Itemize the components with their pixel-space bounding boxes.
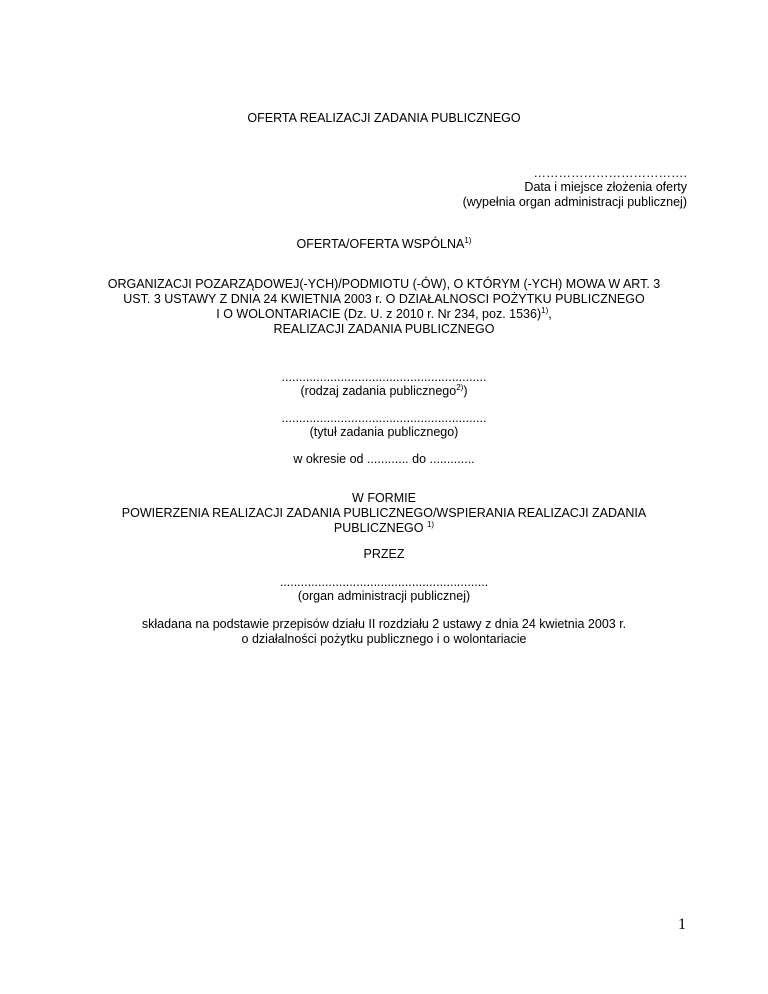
task-title-dots: ........................................................... bbox=[281, 411, 487, 425]
date-place-note: (wypełnia organ administracji publicznej) bbox=[462, 195, 687, 209]
authority-dots: ............................................................ bbox=[279, 575, 489, 589]
legal-basis-line-2: o działalności pożytku publicznego i o wolontariacie bbox=[241, 632, 527, 646]
organization-line-3-text: I O WOLONTARIACIE (Dz. U. z 2010 r. Nr 234, poz. 1536) bbox=[216, 307, 542, 321]
task-title-label: (tytuł zadania publicznego) bbox=[309, 425, 459, 439]
legal-basis-line-1: składana na podstawie przepisów działu II rozdziału 2 ustawy z dnia 24 kwietnia 2003 r. bbox=[141, 617, 627, 631]
footnote-ref: 1) bbox=[541, 306, 549, 315]
by-label: PRZEZ bbox=[363, 547, 405, 561]
footnote-ref: 2) bbox=[456, 383, 464, 392]
footnote-ref: 1) bbox=[426, 520, 435, 529]
authority-label: (organ administracji publicznej) bbox=[297, 589, 471, 603]
form-heading: W FORMIE bbox=[352, 491, 416, 505]
organization-line-1: ORGANIZACJI POZARZĄDOWEJ(-YCH)/PODMIOTU (-ÓW), O KTÓRYM (-YCH) MOWA W ART. 3 bbox=[107, 277, 661, 291]
organization-line-2: UST. 3 USTAWY Z DNIA 24 KWIETNIA 2003 r. O DZIAŁALNOSCI POŻYTKU PUBLICZNEGO bbox=[123, 292, 645, 306]
footnote-ref: 1) bbox=[464, 236, 472, 245]
offer-type-text: OFERTA/OFERTA WSPÓLNA bbox=[296, 237, 465, 251]
date-place-label: Data i miejsce złożenia oferty bbox=[524, 180, 687, 194]
organization-line-4: REALIZACJI ZADANIA PUBLICZNEGO bbox=[273, 322, 495, 336]
period-line: w okresie od ............ do ............. bbox=[293, 452, 475, 466]
document-title: OFERTA REALIZACJI ZADANIA PUBLICZNEGO bbox=[247, 111, 521, 125]
form-line-2: POWIERZENIA REALIZACJI ZADANIA PUBLICZNEGO/WSPIERANIA REALIZACJI ZADANIA bbox=[121, 506, 647, 520]
offer-type-heading bbox=[0, 237, 768, 252]
form-line-3 bbox=[0, 521, 768, 536]
organization-line-3 bbox=[0, 307, 768, 322]
task-kind-label bbox=[0, 384, 768, 399]
form-line-3-text: PUBLICZNEGO bbox=[333, 521, 424, 535]
task-kind-dots: ........................................................... bbox=[281, 370, 487, 384]
task-kind-label-text: (rodzaj zadania publicznego bbox=[300, 384, 457, 398]
task-kind-label-close: ) bbox=[463, 384, 468, 398]
organization-line-3-tail: , bbox=[548, 307, 552, 321]
page-number: 1 bbox=[678, 916, 686, 933]
date-place-dots: ………………………………. bbox=[533, 166, 687, 180]
